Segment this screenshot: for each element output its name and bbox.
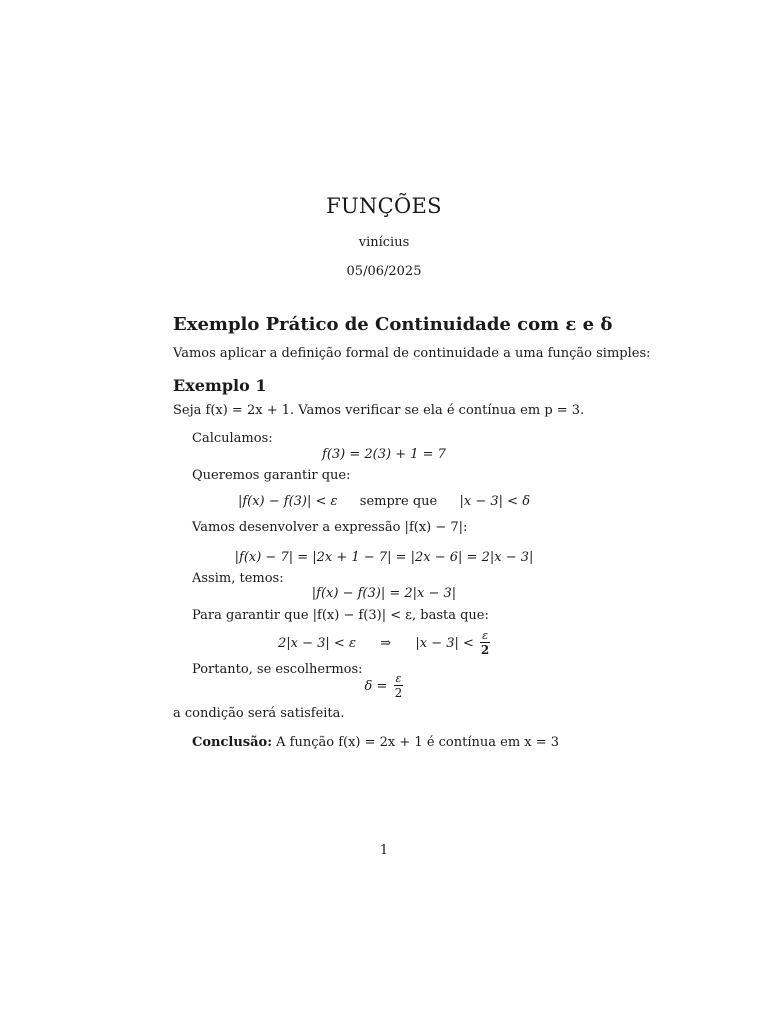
equation-6-left: δ = xyxy=(364,679,388,694)
equation-4: |f(x) − f(3)| = 2|x − 3| xyxy=(311,586,457,601)
equation-2-right: |x − 3| < δ xyxy=(459,494,531,509)
intro-paragraph: Vamos aplicar a definição formal de continuidade a uma função simples: xyxy=(173,346,651,361)
fraction-denominator: 2 xyxy=(480,643,490,657)
document-date: 05/06/2025 xyxy=(346,264,422,279)
assim-line: Assim, temos: xyxy=(192,571,284,586)
equation-2 xyxy=(0,494,768,509)
conclusao-text: A função f(x) = 2x + 1 é contínua em x = 3 xyxy=(276,735,560,750)
equation-2-left: |f(x) − f(3)| < ε xyxy=(237,494,338,509)
subsection-heading: Exemplo 1 xyxy=(173,376,267,395)
queremos-line: Queremos garantir que: xyxy=(192,468,351,483)
fraction-numerator: ε xyxy=(482,629,488,642)
portanto-line: Portanto, se escolhermos: xyxy=(192,662,363,677)
fraction-epsilon-over-2-bold xyxy=(480,630,490,657)
equation-1: f(3) = 2(3) + 1 = 7 xyxy=(322,447,446,462)
equation-5 xyxy=(0,630,768,657)
equation-3: |f(x) − 7| = |2x + 1 − 7| = |2x − 6| = 2|x − 3| xyxy=(234,550,534,565)
implies-symbol: ⇒ xyxy=(380,636,392,651)
page-number: 1 xyxy=(379,843,389,858)
equation-5-right: |x − 3| < xyxy=(415,636,474,651)
section-heading: Exemplo Prático de Continuidade com ε e δ xyxy=(173,314,613,335)
fraction-denominator: 2 xyxy=(394,686,403,700)
equation-6 xyxy=(0,673,768,700)
fraction-numerator: ε xyxy=(395,672,402,685)
document-author: vinícius xyxy=(358,235,410,250)
condicao-line: a condição será satisfeita. xyxy=(173,706,345,721)
equation-5-left: 2|x − 3| < ε xyxy=(278,636,356,651)
conclusao-paragraph xyxy=(192,735,559,751)
desenvolver-line: Vamos desenvolver a expressão |f(x) − 7|: xyxy=(192,520,468,535)
calculamos-line: Calculamos: xyxy=(192,431,273,446)
seja-line: Seja f(x) = 2x + 1. Vamos verificar se ela é contínua em p = 3. xyxy=(173,403,585,418)
fraction-delta xyxy=(394,673,404,700)
document-title: FUNÇÕES xyxy=(326,194,442,218)
equation-2-middle: sempre que xyxy=(359,494,438,509)
para-garantir-line: Para garantir que |f(x) − f(3)| < ε, basta que: xyxy=(192,608,489,623)
conclusao-label: Conclusão: xyxy=(192,735,272,750)
